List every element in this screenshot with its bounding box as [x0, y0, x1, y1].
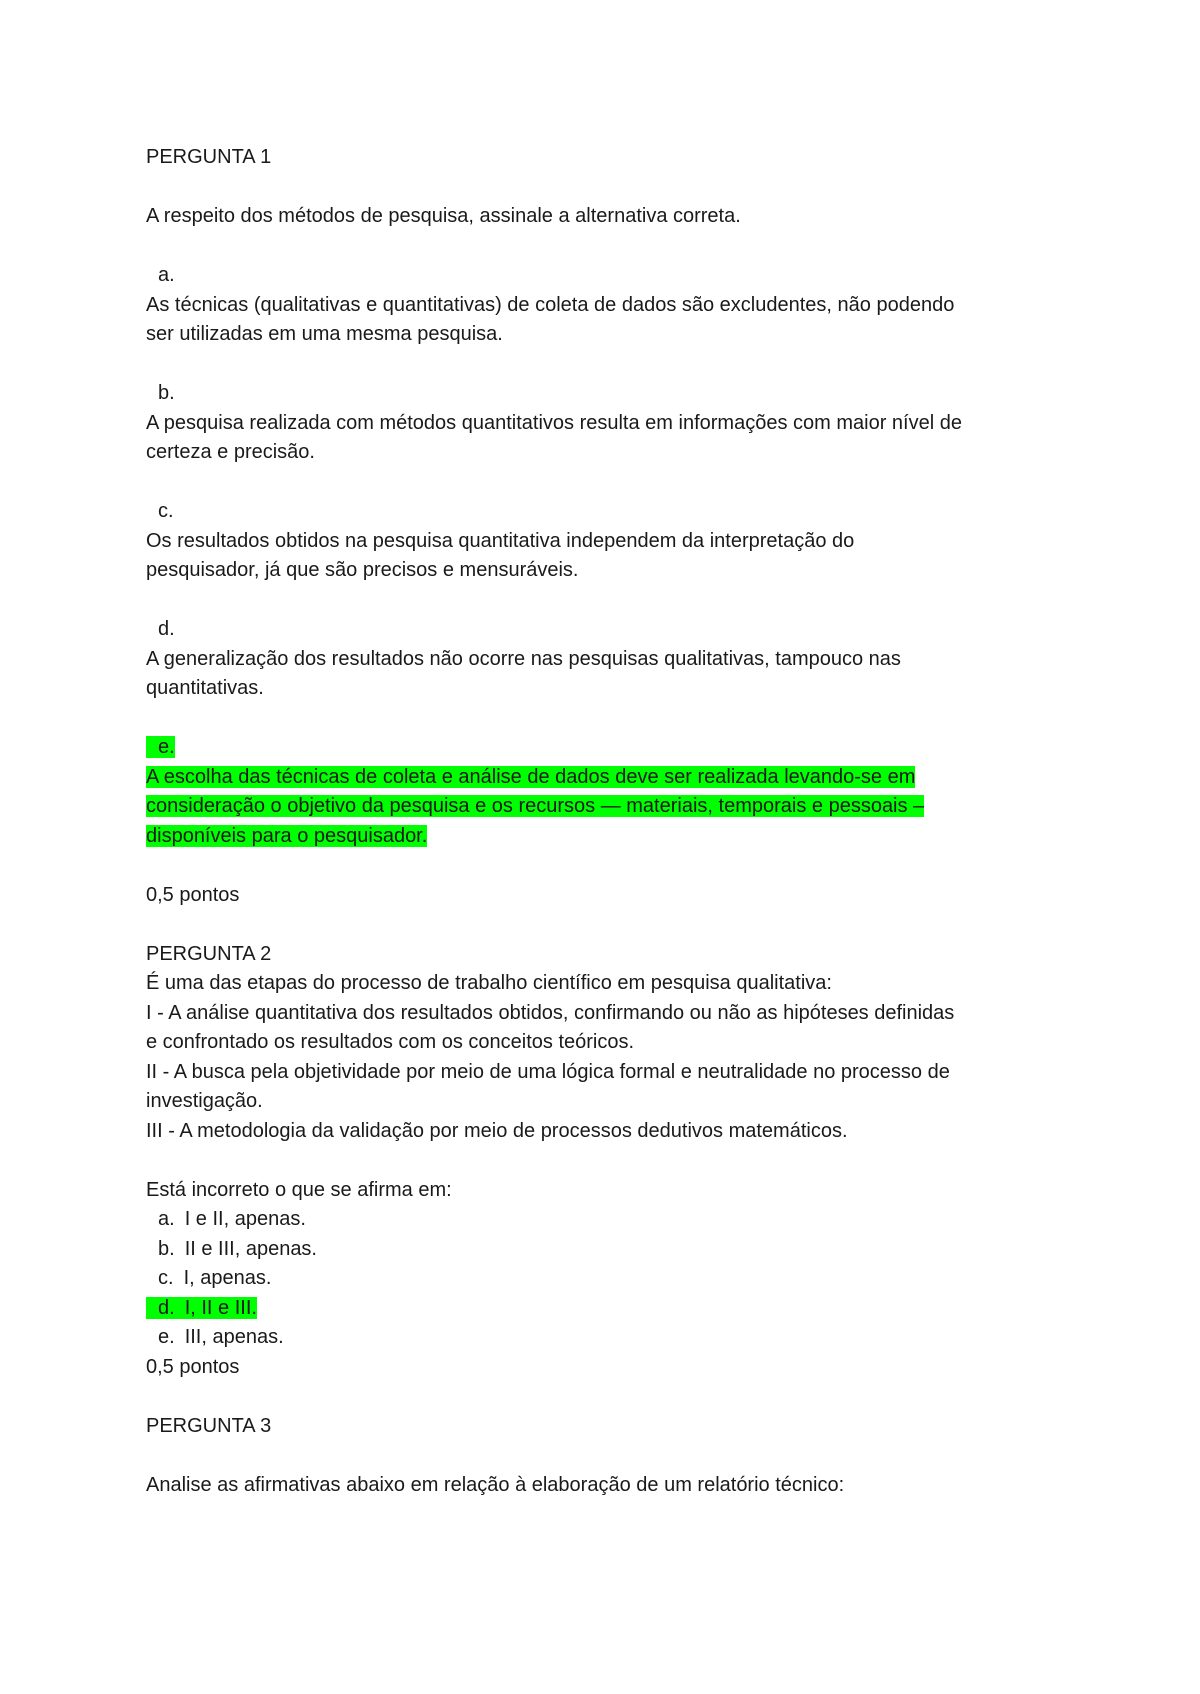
option-letter: e.: [158, 1326, 175, 1348]
question-2-statement-line: III - A metodologia da validação por meio de processos dedutivos matemáticos.: [146, 1119, 848, 1142]
option-letter: d.: [158, 618, 175, 640]
option-text-line: disponíveis para o pesquisador.: [146, 824, 428, 847]
option-letter: c.: [158, 1267, 174, 1289]
question-3-title: PERGUNTA 3: [146, 1414, 272, 1437]
question-1-option-c[interactable]: [146, 497, 1086, 586]
option-text-line: certeza e precisão.: [146, 441, 315, 463]
question-2-option-c[interactable]: [146, 1264, 1086, 1294]
option-letter: c.: [158, 500, 174, 522]
option-text: I, apenas.: [183, 1267, 272, 1289]
option-letter: b.: [158, 382, 175, 404]
question-1-option-a[interactable]: [146, 261, 1086, 350]
question-2-statement-line: investigação.: [146, 1090, 263, 1112]
question-1-option-d[interactable]: [146, 615, 1086, 704]
question-2-prompt: Está incorreto o que se afirma em:: [146, 1178, 452, 1201]
document-page: [146, 143, 1086, 1500]
option-text-line: As técnicas (qualitativas e quantitativas) de coleta de dados são excludentes, não podendo: [146, 293, 955, 316]
option-letter: a.: [158, 1208, 175, 1230]
option-text-line: quantitativas.: [146, 677, 264, 699]
question-2-option-b[interactable]: [146, 1235, 1086, 1265]
question-2-title: PERGUNTA 2: [146, 942, 272, 965]
question-1-title: PERGUNTA 1: [146, 146, 272, 168]
question-2-statement-line: II - A busca pela objetividade por meio de uma lógica formal e neutralidade no processo de: [146, 1060, 950, 1083]
option-text: I e II, apenas.: [184, 1208, 306, 1230]
option-text: II e III, apenas.: [184, 1237, 317, 1260]
question-1-option-b[interactable]: [146, 379, 1086, 468]
question-2-option-e[interactable]: [146, 1323, 1086, 1353]
question-1-prompt: A respeito dos métodos de pesquisa, assinale a alternativa correta.: [146, 205, 741, 227]
option-text-line: Os resultados obtidos na pesquisa quantitativa independem da interpretação do: [146, 529, 855, 552]
option-text-line: A escolha das técnicas de coleta e análise de dados deve ser realizada levando-se em: [146, 765, 916, 788]
option-letter: e.: [146, 736, 175, 758]
question-2-statement-line: I - A análise quantitativa dos resultados obtidos, confirmando ou não as hipóteses definidas: [146, 1001, 955, 1024]
question-1-points: 0,5 pontos: [146, 883, 240, 906]
option-text: III, apenas.: [184, 1326, 284, 1348]
question-2-statement-line: É uma das etapas do processo de trabalho científico em pesquisa qualitativa:: [146, 972, 832, 994]
question-1-option-e-highlighted[interactable]: [146, 733, 1086, 851]
option-text-line: A pesquisa realizada com métodos quantitativos resulta em informações com maior nível de: [146, 411, 962, 434]
option-letter: a.: [158, 264, 175, 286]
option-text-line: A generalização dos resultados não ocorre nas pesquisas qualitativas, tampouco nas: [146, 647, 901, 670]
question-2-option-a[interactable]: [146, 1205, 1086, 1235]
question-3-prompt: Analise as afirmativas abaixo em relação à elaboração de um relatório técnico:: [146, 1473, 845, 1496]
option-text-line: consideração o objetivo da pesquisa e os recursos — materiais, temporais e pessoais –: [146, 795, 925, 817]
question-2-statement-line: e confrontado os resultados com os conceitos teóricos.: [146, 1031, 635, 1053]
question-2-points: 0,5 pontos: [146, 1355, 240, 1378]
option-text: I, II e III.: [184, 1296, 257, 1319]
option-text-line: ser utilizadas em uma mesma pesquisa.: [146, 323, 503, 345]
option-letter: d.: [158, 1296, 175, 1319]
option-letter: b.: [158, 1237, 175, 1260]
option-text-line: pesquisador, já que são precisos e mensuráveis.: [146, 559, 579, 581]
question-2-option-d-highlighted[interactable]: [146, 1294, 1086, 1324]
